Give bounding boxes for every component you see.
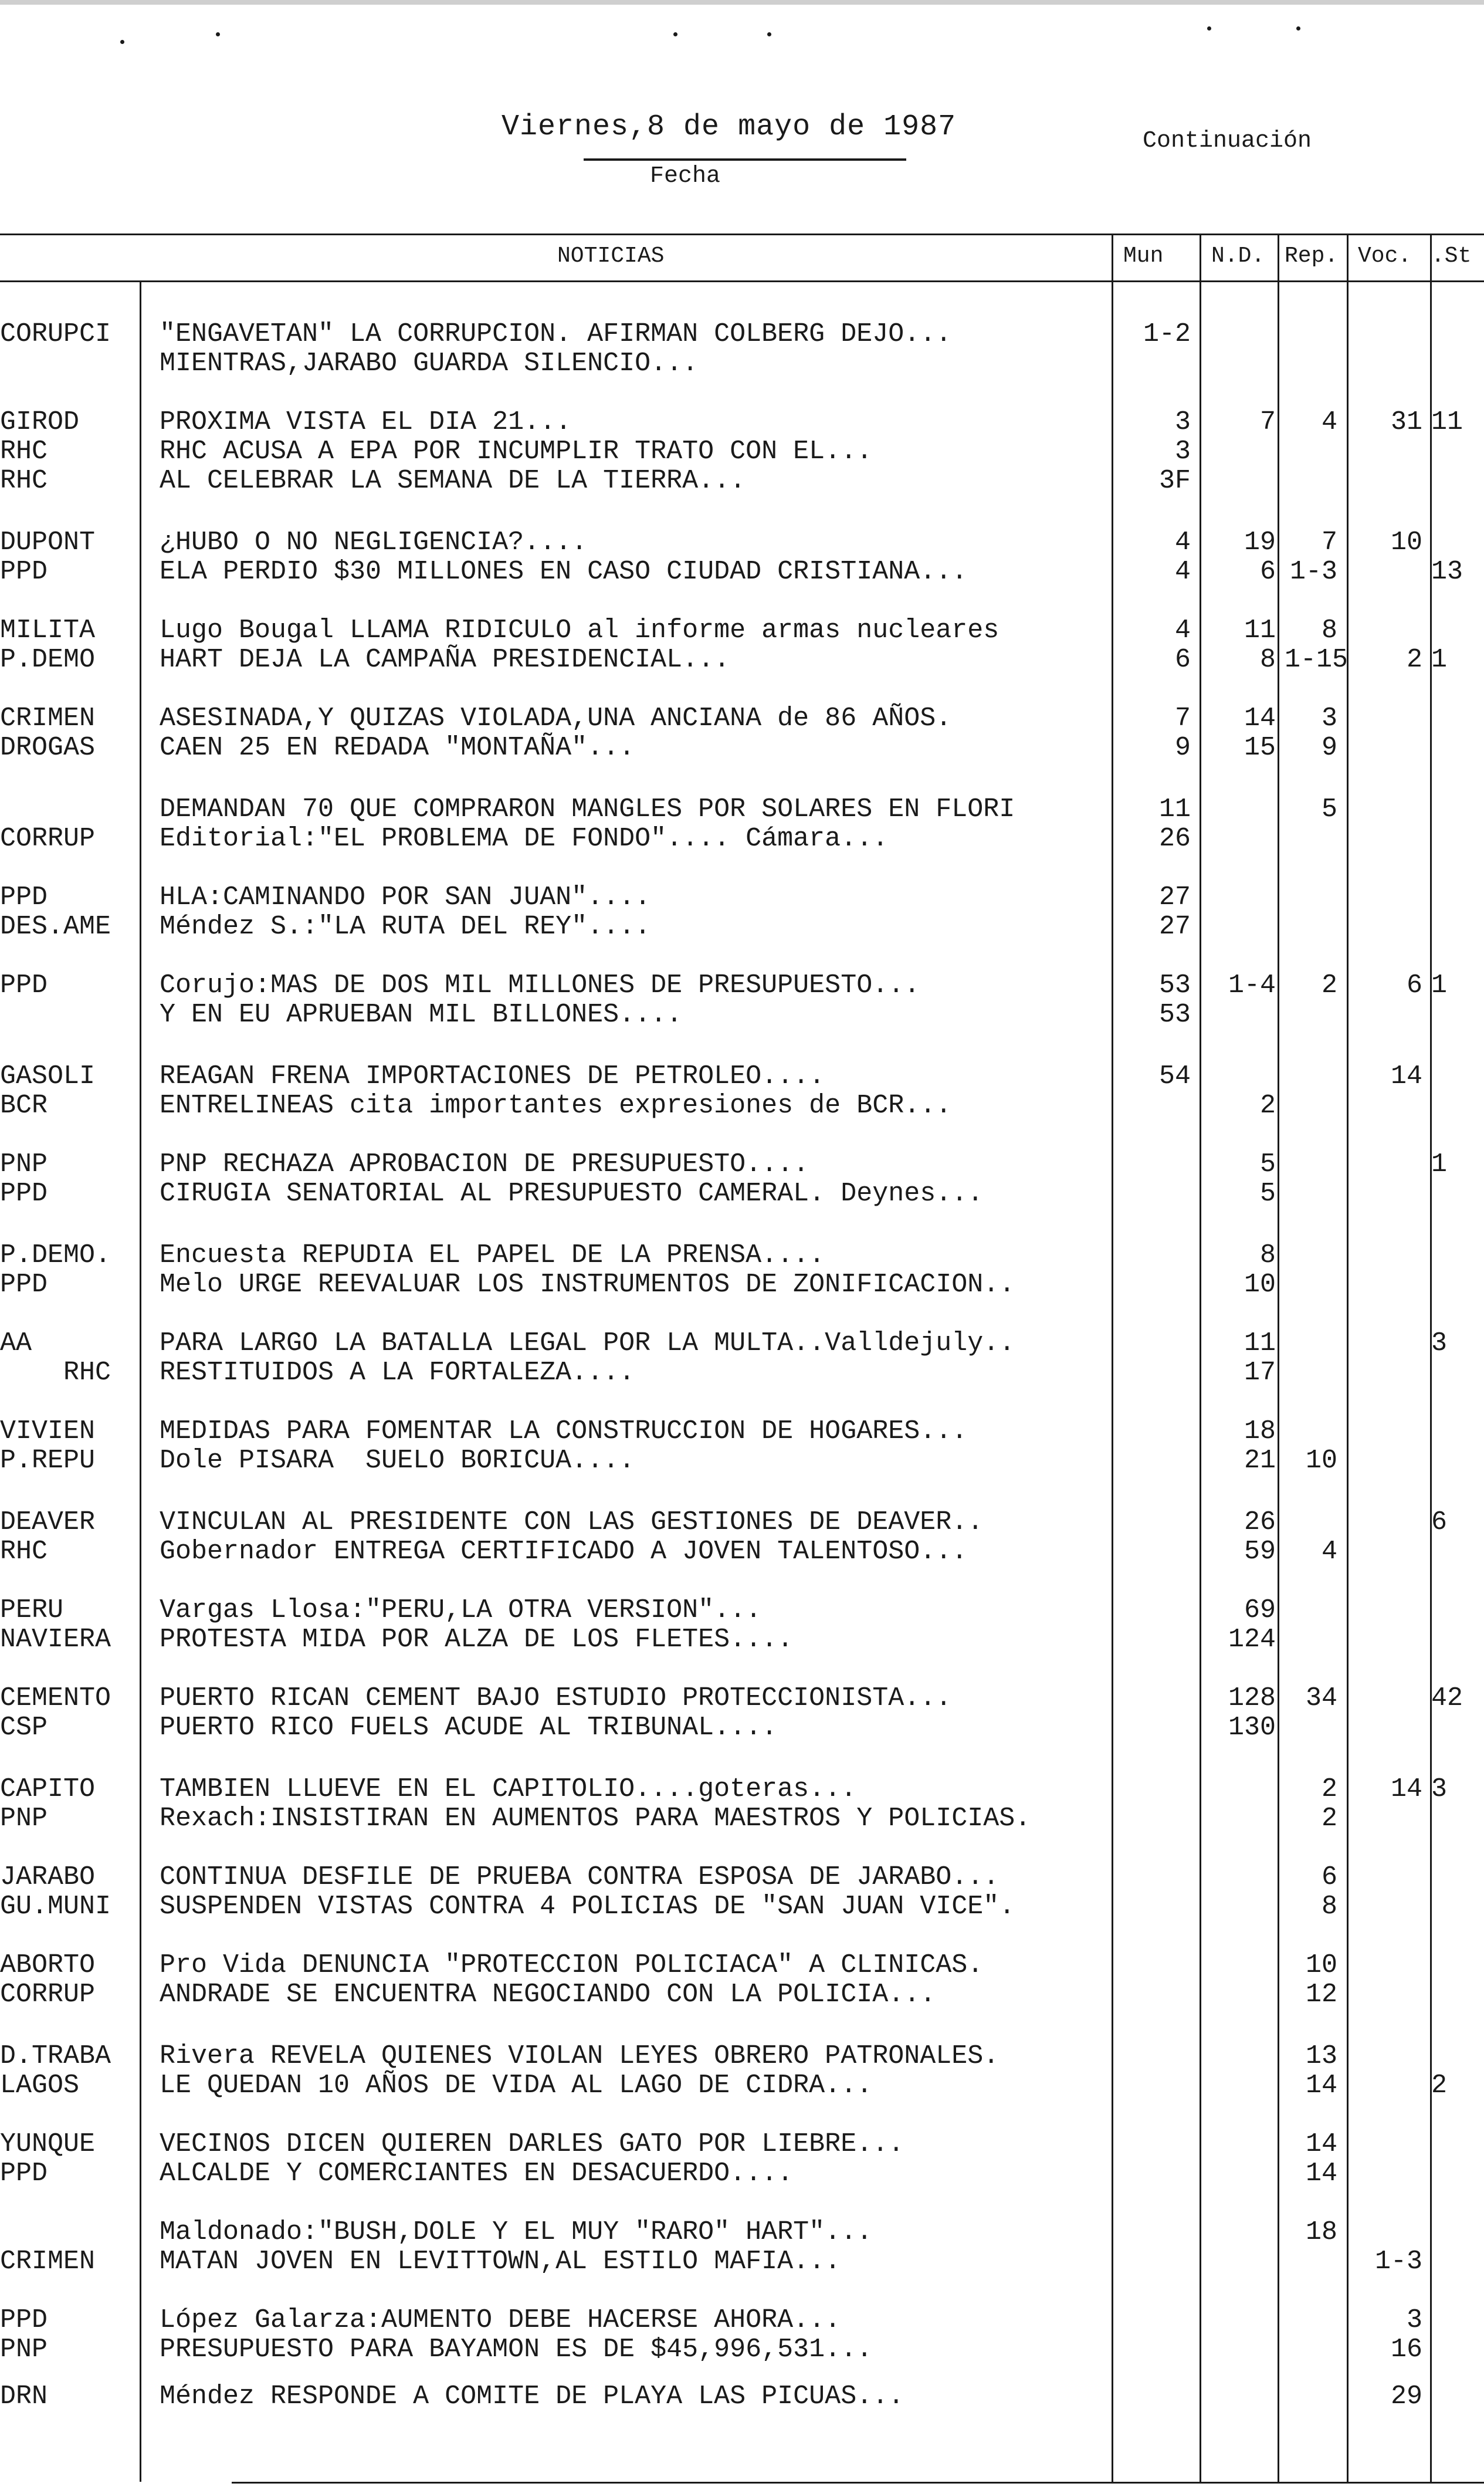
nd-page: 69 124 [1228, 1595, 1276, 1655]
rep-page: 10 12 [1305, 1950, 1337, 2009]
section-tag: PERU NAVIERA [0, 1595, 111, 1655]
table-row [0, 1329, 1484, 1411]
table-row [0, 883, 1484, 965]
table-row [0, 528, 1484, 610]
table-row [0, 616, 1484, 698]
section-tag: ABORTO CORRUP [0, 1950, 96, 2009]
section-tag: AA RHC [0, 1328, 111, 1388]
headline: PARA LARGO LA BATALLA LEGAL POR LA MULTA..Valldejuly.. RESTITUIDOS A LA FORTALEZA.... [160, 1328, 1015, 1388]
headline: TAMBIEN LLUEVE EN EL CAPITOLIO....goteras... Rexach:INSISTIRAN EN AUMENTOS PARA MAESTROS Y POLICIAS. [160, 1774, 1031, 1833]
voc-page: 6 [1406, 970, 1422, 1000]
table-row [0, 2382, 1484, 2464]
headline: Encuesta REPUDIA EL PAPEL DE LA PRENSA.... Melo URGE REEVALUAR LOS INSTRUMENTOS DE ZONIFICACION.. [160, 1240, 1015, 1300]
rep-page: 4 [1321, 1537, 1337, 1567]
nd-page: 5 5 [1259, 1149, 1276, 1209]
section-tag: CAPITO PNP [0, 1774, 96, 1833]
section-tag: MILITA P.DEMO [0, 615, 96, 675]
section-tag: CORUPCI [0, 319, 111, 349]
voc-page: 29 [1390, 2381, 1422, 2411]
header-bottom-rule [0, 280, 1484, 282]
page-date: Viernes,8 de mayo de 1987 [502, 110, 957, 144]
section-tag: GASOLI BCR [0, 1061, 96, 1121]
table-row [0, 1684, 1484, 1766]
voc-page: 10 [1390, 527, 1422, 557]
st-page: 42 [1431, 1683, 1463, 1713]
section-tag: GIROD RHC RHC [0, 407, 80, 496]
table-row [0, 795, 1484, 877]
headline: Vargas Llosa:"PERU,LA OTRA VERSION"... PROTESTA MIDA POR ALZA DE LOS FLETES.... [160, 1595, 794, 1655]
section-tag: DEAVER RHC [0, 1507, 96, 1567]
headline: VECINOS DICEN QUIEREN DARLES GATO POR LIEBRE... ALCALDE Y COMERCIANTES EN DESACUERDO.... [160, 2129, 904, 2188]
headline: ¿HUBO O NO NEGLIGENCIA?.... ELA PERDIO $30 MILLONES EN CASO CIUDAD CRISTIANA... [160, 527, 968, 587]
voc-page: 14 [1390, 1061, 1422, 1091]
rep-page: 5 [1321, 794, 1337, 824]
headline: Méndez RESPONDE A COMITE DE PLAYA LAS PICUAS... [160, 2381, 904, 2411]
column-header-voc: Voc. [1358, 243, 1412, 269]
table-row [0, 971, 1484, 1053]
headline: Lugo Bougal LLAMA RIDICULO al informe armas nucleares HART DEJA LA CAMPAÑA PRESIDENCIAL... [160, 615, 1000, 675]
table-row [0, 2306, 1484, 2388]
scan-speck [1207, 26, 1211, 31]
rep-page: 8 1-15 [1285, 615, 1349, 675]
nd-page: 18 21 [1244, 1416, 1276, 1476]
scan-speck [767, 32, 771, 36]
mun-page: 53 53 [1158, 970, 1191, 1030]
headline: López Galarza:AUMENTO DEBE HACERSE AHORA... PRESUPUESTO PARA BAYAMON ES DE $45,996,531... [160, 2305, 873, 2364]
table-row [0, 2218, 1484, 2300]
voc-page: 14 [1390, 1774, 1422, 1804]
section-tag: VIVIEN P.REPU [0, 1416, 96, 1476]
nd-page: 1-4 [1228, 970, 1276, 1000]
headline: ASESINADA,Y QUIZAS VIOLADA,UNA ANCIANA de 86 AÑOS. CAEN 25 EN REDADA "MONTAÑA"... [160, 703, 952, 763]
table-row [0, 1863, 1484, 1945]
rep-page: 14 14 [1305, 2129, 1337, 2188]
section-tag: PPD [0, 970, 48, 1000]
table-row [0, 1417, 1484, 1499]
st-page: 3 [1431, 1774, 1448, 1804]
headline: CONTINUA DESFILE DE PRUEBA CONTRA ESPOSA DE JARABO... SUSPENDEN VISTAS CONTRA 4 POLICIAS DE "SAN JUAN VICE". [160, 1862, 1015, 1921]
voc-page: 1-3 [1374, 2247, 1422, 2276]
section-tag: YUNQUE PPD [0, 2129, 96, 2188]
headline: PNP RECHAZA APROBACION DE PRESUPUESTO.... CIRUGIA SENATORIAL AL PRESUPUESTO CAMERAL. Deynes... [160, 1149, 984, 1209]
section-tag: PNP PPD [0, 1149, 48, 1209]
mun-page: 4 6 [1174, 615, 1191, 675]
mun-page: 54 [1158, 1061, 1191, 1091]
mun-page: 3 3 3F [1158, 407, 1191, 496]
column-header-mun: Mun [1123, 243, 1164, 269]
st-page: 1 [1431, 1149, 1448, 1179]
rep-page: 3 9 [1321, 703, 1337, 763]
section-tag: JARABO GU.MUNI [0, 1862, 111, 1921]
column-header-rep: Rep. [1285, 243, 1339, 269]
voc-page: 2 [1406, 645, 1422, 675]
mun-page: 7 9 [1174, 703, 1191, 763]
scan-speck [216, 32, 220, 36]
table-row [0, 1951, 1484, 2033]
table-row [0, 1508, 1484, 1590]
st-page: 1 [1431, 645, 1448, 675]
scan-top-edge [0, 0, 1484, 5]
section-tag: DRN [0, 2381, 48, 2411]
headline: Rivera REVELA QUIENES VIOLAN LEYES OBRERO PATRONALES. LE QUEDAN 10 AÑOS DE VIDA AL LAGO DE CIDRA... [160, 2041, 1000, 2100]
column-header-news: NOTICIAS [557, 243, 665, 269]
table-row [0, 1596, 1484, 1678]
headline: MEDIDAS PARA FOMENTAR LA CONSTRUCCION DE HOGARES... Dole PISARA SUELO BORICUA.... [160, 1416, 968, 1476]
nd-page: 8 10 [1244, 1240, 1276, 1300]
section-tag: PPD DES.AME [0, 882, 111, 942]
nd-page: 2 [1259, 1091, 1276, 1121]
st-page: 11 [1431, 407, 1463, 437]
section-tag: CORRUP [0, 824, 96, 854]
st-page: 2 [1431, 2071, 1448, 2100]
scan-speck [1296, 26, 1300, 31]
headline: PROXIMA VISTA EL DIA 21... RHC ACUSA A EPA POR INCUMPLIR TRATO CON EL... AL CELEBRAR LA SEMANA DE LA TIERRA... [160, 407, 873, 496]
table-row [0, 704, 1484, 786]
section-tag: PPD PNP [0, 2305, 48, 2364]
nd-page: 128 130 [1228, 1683, 1276, 1743]
table-row [0, 2042, 1484, 2124]
date-caption: Fecha [650, 163, 721, 190]
date-underline [584, 158, 906, 161]
scan-speck [673, 32, 677, 36]
mun-page: 11 26 [1158, 794, 1191, 854]
section-tag: CRIMEN DROGAS [0, 703, 96, 763]
headline: VINCULAN AL PRESIDENTE CON LAS GESTIONES DE DEAVER.. Gobernador ENTREGA CERTIFICADO A JOVEN TALENTOSO... [160, 1507, 984, 1567]
section-tag: P.DEMO. PPD [0, 1240, 111, 1300]
table-bottom-rule [232, 2482, 1484, 2484]
rep-page: 10 [1305, 1446, 1337, 1476]
table-top-rule [0, 234, 1484, 235]
rep-page: 6 8 [1321, 1862, 1337, 1921]
table-row [0, 1241, 1484, 1323]
headline: REAGAN FRENA IMPORTACIONES DE PETROLEO.... ENTRELINEAS cita importantes expresiones de BCR... [160, 1061, 952, 1121]
nd-page: 19 6 [1244, 527, 1276, 587]
section-tag: DUPONT PPD [0, 527, 96, 587]
st-page: 1 [1431, 970, 1448, 1000]
headline: Pro Vida DENUNCIA "PROTECCION POLICIACA" A CLINICAS. ANDRADE SE ENCUENTRA NEGOCIANDO CON LA POLICIA... [160, 1950, 984, 2009]
mun-page: 27 27 [1158, 882, 1191, 942]
headline: Corujo:MAS DE DOS MIL MILLONES DE PRESUPUESTO... Y EN EU APRUEBAN MIL BILLONES.... [160, 970, 920, 1030]
rep-page: 7 1-3 [1289, 527, 1337, 587]
headline: DEMANDAN 70 QUE COMPRARON MANGLES POR SOLARES EN FLORI Editorial:"EL PROBLEMA DE FONDO".... Cámara... [160, 794, 1015, 854]
st-page: 3 [1431, 1328, 1448, 1358]
mun-page: 4 4 [1174, 527, 1191, 587]
headline: "ENGAVETAN" LA CORRUPCION. AFIRMAN COLBERG DEJO... MIENTRAS,JARABO GUARDA SILENCIO... [160, 319, 952, 378]
nd-page: 7 [1259, 407, 1276, 437]
rep-page: 2 [1321, 970, 1337, 1000]
section-tag: D.TRABA LAGOS [0, 2041, 111, 2100]
mun-page: 1-2 [1143, 319, 1191, 349]
section-tag: CEMENTO CSP [0, 1683, 111, 1743]
st-page: 13 [1431, 557, 1463, 587]
rep-page: 34 [1305, 1683, 1337, 1713]
nd-page: 11 8 [1244, 615, 1276, 675]
headline: HLA:CAMINANDO POR SAN JUAN".... Méndez S.:"LA RUTA DEL REY".... [160, 882, 651, 942]
table-row [0, 320, 1484, 402]
nd-page: 14 15 [1244, 703, 1276, 763]
table-row [0, 1150, 1484, 1232]
rep-page: 13 14 [1305, 2041, 1337, 2100]
rep-page: 2 2 [1321, 1774, 1337, 1833]
rep-page: 18 [1305, 2217, 1337, 2247]
table-row [0, 407, 1484, 496]
table-row [0, 2130, 1484, 2212]
column-header-nd: N.D. [1211, 243, 1265, 269]
headline: PUERTO RICAN CEMENT BAJO ESTUDIO PROTECCIONISTA... PUERTO RICO FUELS ACUDE AL TRIBUNAL.... [160, 1683, 952, 1743]
column-header-st: .St [1431, 243, 1472, 269]
table-row [0, 1062, 1484, 1144]
rep-page: 4 [1321, 407, 1337, 437]
headline: Maldonado:"BUSH,DOLE Y EL MUY "RARO" HART"... MATAN JOVEN EN LEVITTOWN,AL ESTILO MAFIA... [160, 2217, 873, 2276]
scan-speck [120, 40, 124, 44]
section-tag: CRIMEN [0, 2247, 96, 2276]
nd-page: 26 59 [1244, 1507, 1276, 1567]
nd-page: 11 17 [1244, 1328, 1276, 1388]
table-row [0, 1775, 1484, 1857]
continuation-label: Continuación [1143, 128, 1312, 154]
voc-page: 3 16 [1390, 2305, 1422, 2364]
voc-page: 31 [1390, 407, 1422, 437]
st-page: 6 [1431, 1507, 1448, 1537]
